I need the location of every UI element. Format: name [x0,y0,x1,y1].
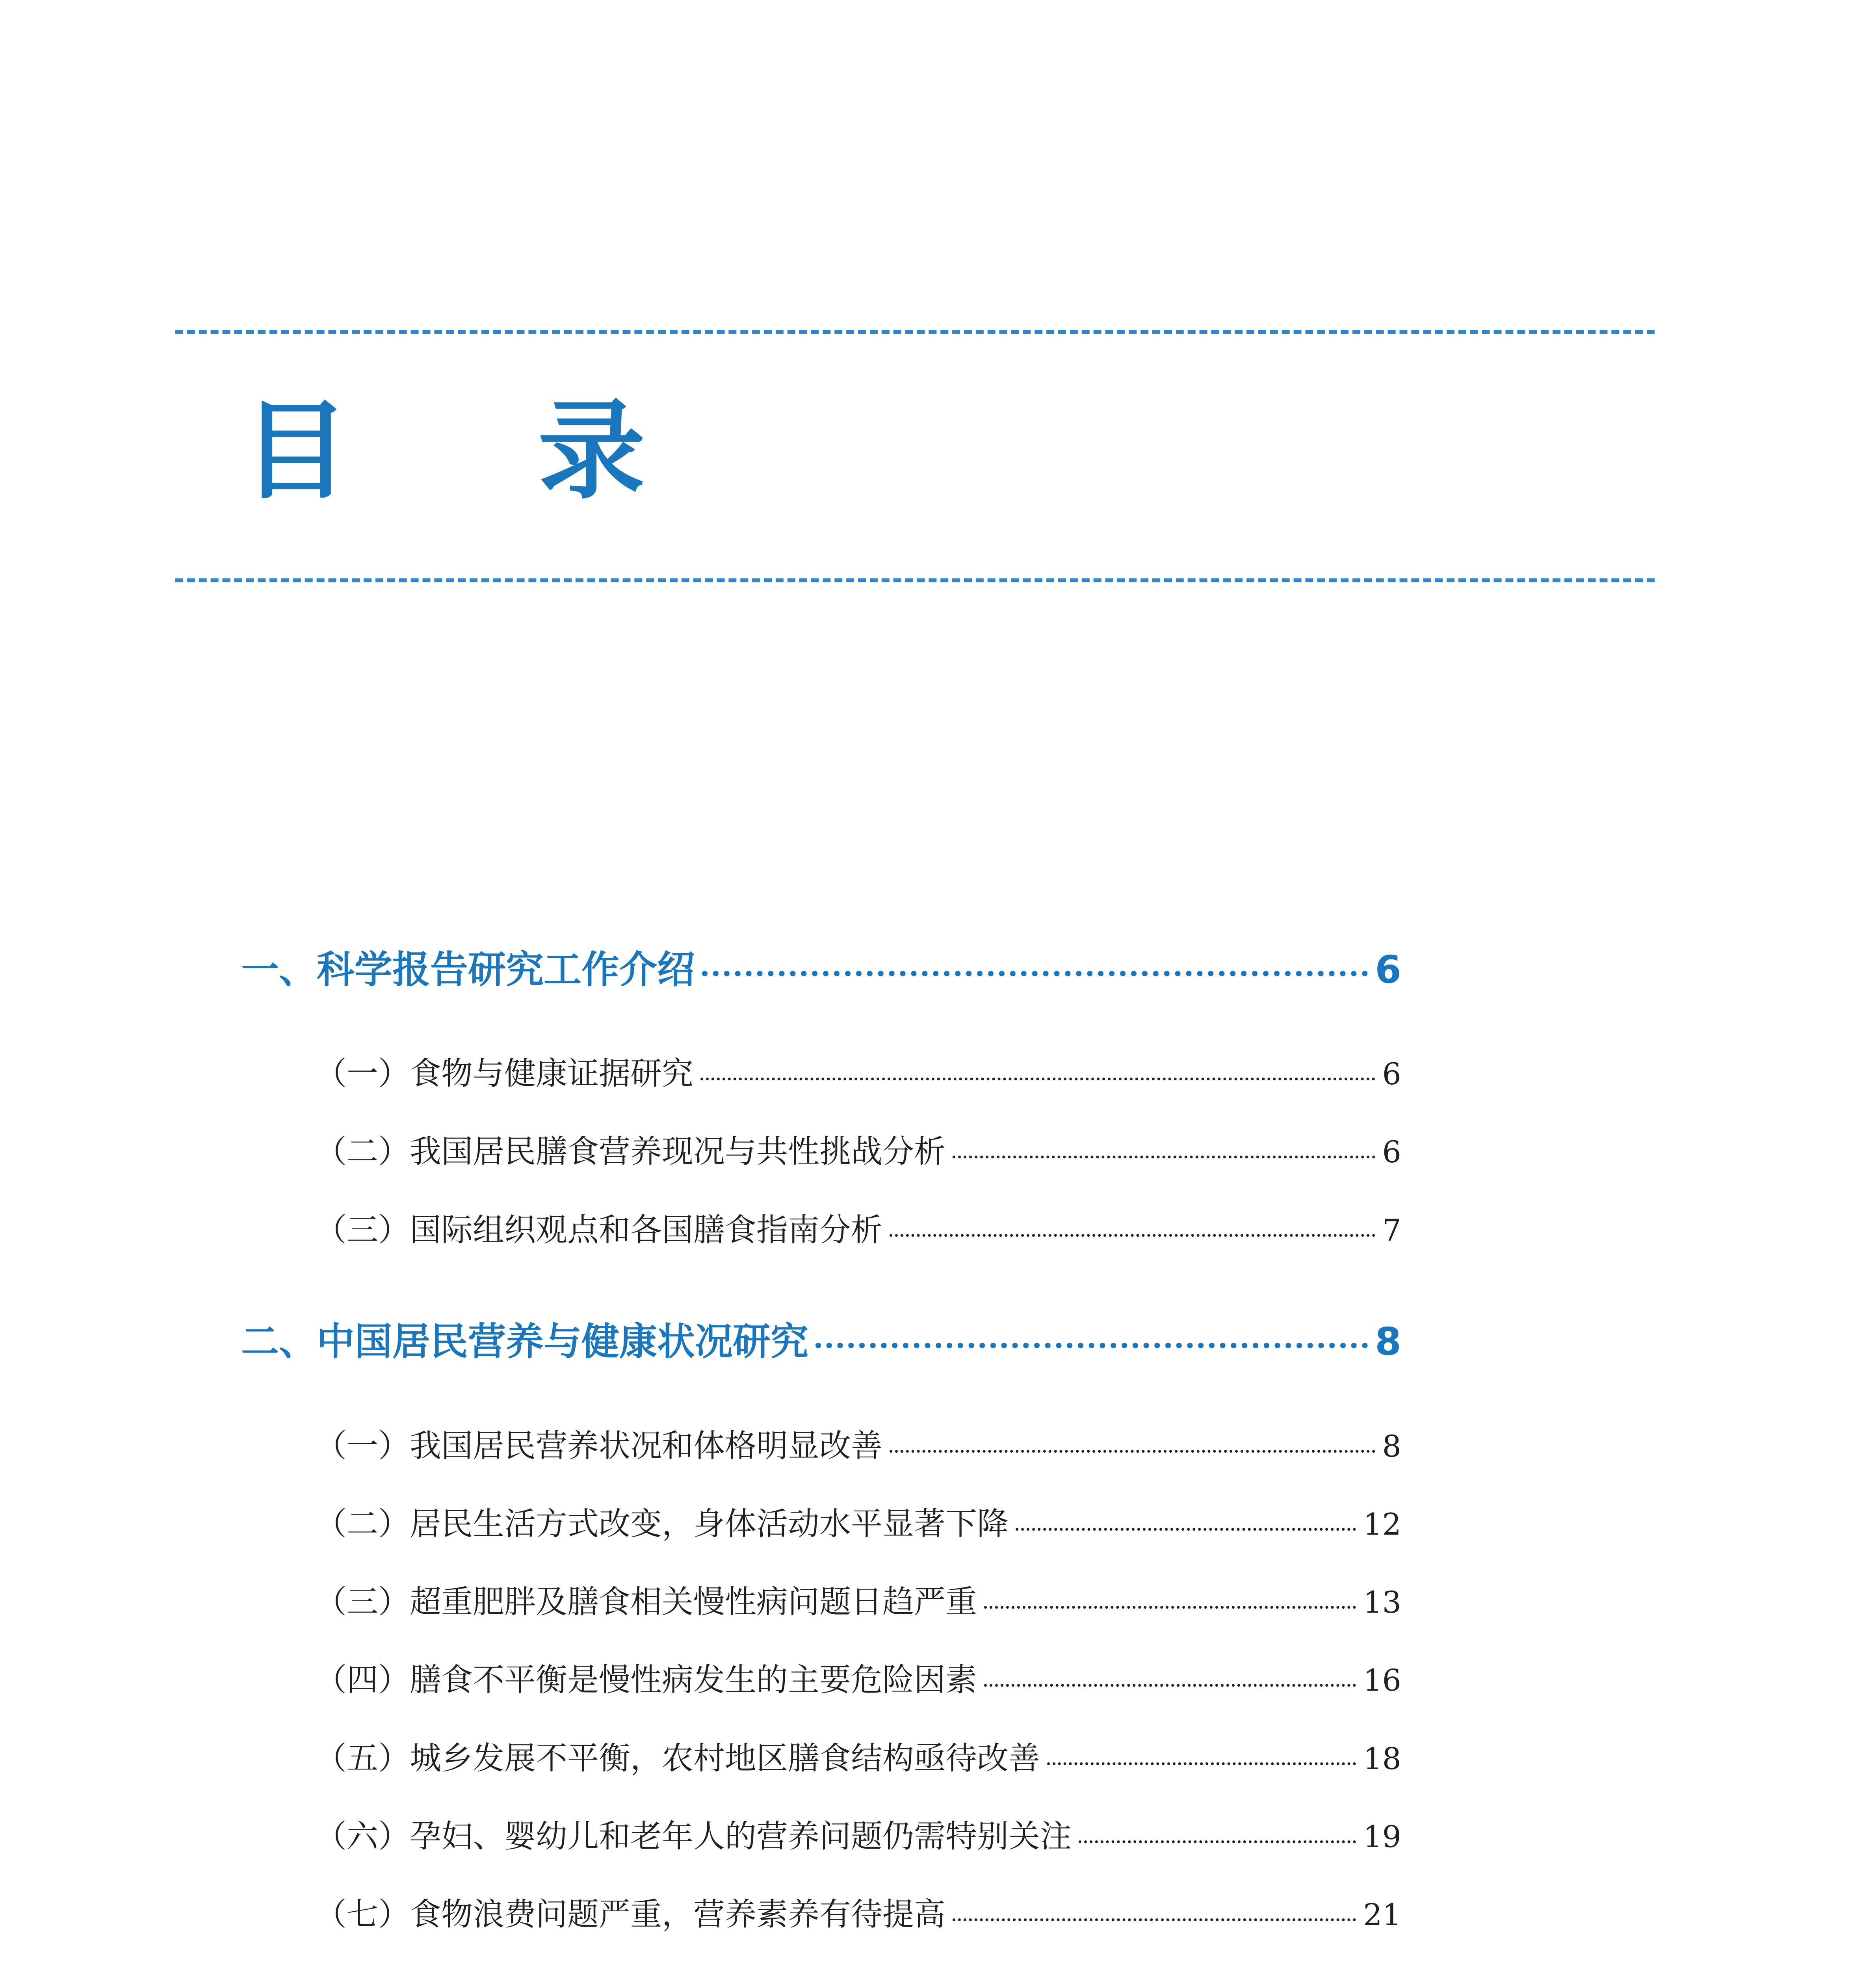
toc-section-2[interactable] [241,1312,1401,1366]
dot-leader [984,1606,1356,1609]
toc-entry-label: （三）国际组织观点和各国膳食指南分析 [315,1212,882,1248]
toc-entry[interactable] [315,1654,1401,1700]
toc-entry[interactable] [315,1889,1401,1934]
toc-section-label: 二、中国居民营养与健康状况研究 [241,1320,808,1364]
toc-entry-page: 13 [1363,1585,1401,1620]
toc-title: 目 录 [242,389,721,514]
dot-leader [953,1156,1375,1158]
dot-leader [702,971,1368,976]
toc-entry-page: 12 [1363,1507,1401,1542]
title-bottom-divider [175,578,1655,582]
toc-entry[interactable] [315,1204,1401,1250]
toc-entry[interactable] [315,1126,1401,1171]
toc-entry-label: （一）食物与健康证据研究 [315,1055,693,1092]
toc-section-label: 一、科学报告研究工作介绍 [241,948,695,992]
toc-entry-page: 8 [1382,1429,1401,1464]
toc-entry-page: 6 [1382,1134,1401,1169]
dot-leader [890,1450,1375,1453]
toc-section-page: 8 [1375,1320,1401,1364]
toc-entry-label: （一）我国居民营养状况和体格明显改善 [315,1427,882,1464]
toc-entry[interactable] [315,1733,1401,1778]
toc-entry-page: 6 [1382,1056,1401,1091]
toc-entry-label: （六）孕妇、婴幼儿和老年人的营养问题仍需特别关注 [315,1818,1072,1855]
toc-entry[interactable] [315,1498,1401,1544]
toc-entry[interactable] [315,1811,1401,1856]
dot-leader [815,1343,1368,1348]
toc-entry-page: 19 [1363,1819,1401,1854]
toc-entry-label: （五）城乡发展不平衡，农村地区膳食结构亟待改善 [315,1740,1040,1777]
dot-leader [700,1078,1375,1080]
dot-leader [953,1918,1356,1921]
dot-leader [984,1684,1356,1687]
toc-entry-label: （二）居民生活方式改变，身体活动水平显著下降 [315,1505,1009,1542]
toc-entry-label: （三）超重肥胖及膳食相关慢性病问题日趋严重 [315,1583,977,1620]
toc-entry-page: 7 [1382,1213,1401,1248]
toc-entry-label: （二）我国居民膳食营养现况与共性挑战分析 [315,1133,945,1170]
dot-leader [1047,1762,1356,1765]
toc-section-1[interactable] [241,940,1401,994]
toc-entry[interactable] [315,1576,1401,1622]
dot-leader [890,1234,1375,1237]
toc-section-page: 6 [1375,948,1401,992]
toc-entry-page: 21 [1363,1897,1401,1932]
toc-entry-page: 18 [1363,1741,1401,1776]
toc-entry-label: （四）膳食不平衡是慢性病发生的主要危险因素 [315,1661,977,1698]
toc-entry-label: （七）食物浪费问题严重，营养素养有待提高 [315,1896,945,1933]
dot-leader [1016,1528,1356,1531]
toc-entry-page: 16 [1363,1663,1401,1698]
toc-entry[interactable] [315,1048,1401,1093]
toc-entry[interactable] [315,1420,1401,1466]
dot-leader [1079,1840,1356,1843]
title-top-divider [175,330,1655,334]
